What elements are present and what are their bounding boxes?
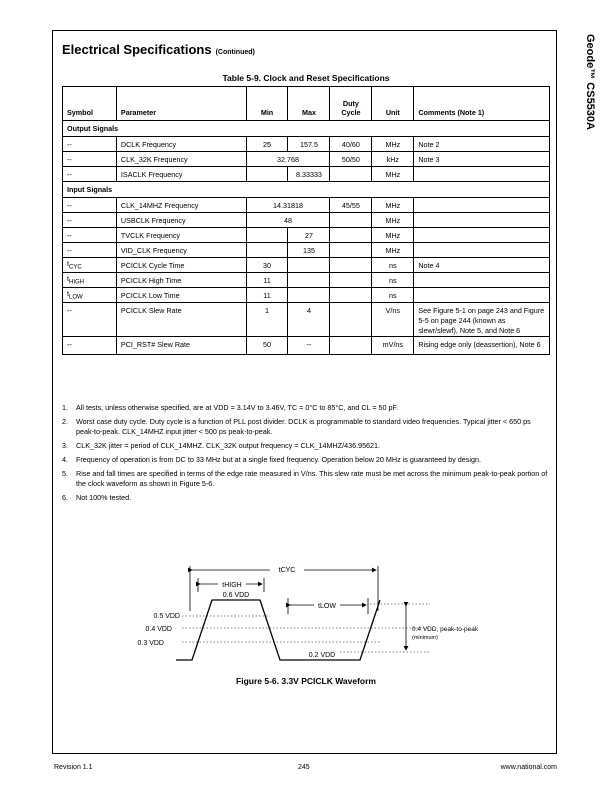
- cell-symbol: --: [63, 243, 117, 258]
- group-row: [63, 121, 550, 137]
- clock-waveform: [176, 600, 380, 660]
- cell-comments: Note 3: [414, 152, 550, 167]
- thigh-label: tHIGH: [222, 582, 242, 589]
- cell-symbol: --: [63, 152, 117, 167]
- cell-unit: ns: [372, 273, 414, 288]
- note-number: 3.: [62, 441, 68, 450]
- header-min: Min: [246, 87, 288, 121]
- cell-unit: kHz: [372, 152, 414, 167]
- cell-min-max-span: 32.768: [246, 152, 330, 167]
- symbol-subscript: LOW: [69, 294, 83, 301]
- table-notes: [62, 403, 550, 507]
- cell-comments: [414, 288, 550, 303]
- note-item: [62, 455, 550, 465]
- cell-symbol: --: [63, 303, 117, 337]
- note-text: Frequency of operation is from DC to 33 MHz but at a single fixed frequency. Operation below 20 MHz is guaranteed by design.: [76, 455, 481, 464]
- section-title: [62, 42, 255, 57]
- figure-caption: Figure 5-6. 3.3V PCICLK Waveform: [236, 676, 376, 686]
- cell-parameter: ISACLK Frequency: [116, 167, 246, 182]
- note-number: 6.: [62, 493, 68, 502]
- table-row: [63, 137, 550, 152]
- table-row: [63, 288, 550, 303]
- note-text: All tests, unless otherwise specified, are at VDD = 3.14V to 3.46V, TC = 0°C to 85°C, and CL = 50 pF.: [76, 403, 399, 412]
- cell-parameter: PCICLK Low Time: [116, 288, 246, 303]
- cell-symbol: [63, 288, 117, 303]
- spec-table: [62, 86, 550, 355]
- footer-revision: Revision 1.1: [54, 764, 93, 771]
- label-0.2-vdd: 0.2 VDD: [308, 652, 336, 659]
- cell-duty: 40/60: [330, 137, 372, 152]
- group-row: [63, 182, 550, 198]
- label-peak-to-peak: 0.4 VDD, peak-to-peak: [412, 626, 479, 633]
- cell-unit: MHz: [372, 137, 414, 152]
- section-title-text: Electrical Specifications: [62, 42, 212, 57]
- cell-duty: [330, 228, 372, 243]
- note-item: [62, 403, 550, 413]
- header-parameter: Parameter: [116, 87, 246, 121]
- cell-min: 50: [246, 337, 288, 355]
- note-number: 5.: [62, 469, 68, 478]
- cell-duty: [330, 258, 372, 273]
- note-number: 2.: [62, 417, 68, 426]
- cell-max: 135: [288, 243, 330, 258]
- note-number: 4.: [62, 455, 68, 464]
- cell-symbol: [63, 273, 117, 288]
- cell-parameter: PCI_RST# Slew Rate: [116, 337, 246, 355]
- note-item: [62, 469, 550, 489]
- cell-duty: [330, 213, 372, 228]
- table-row: [63, 213, 550, 228]
- cell-unit: MHz: [372, 167, 414, 182]
- cell-min: 25: [246, 137, 288, 152]
- cell-max: 27: [288, 228, 330, 243]
- cell-comments: [414, 273, 550, 288]
- header-symbol: Symbol: [63, 87, 117, 121]
- cell-max: 4: [288, 303, 330, 337]
- table-header-row: [63, 87, 550, 121]
- cell-duty: [330, 243, 372, 258]
- cell-parameter: PCICLK High Time: [116, 273, 246, 288]
- pciclk-waveform-figure: [130, 556, 510, 671]
- cell-parameter: PCICLK Cycle Time: [116, 258, 246, 273]
- group-output-label: Output Signals: [63, 121, 550, 137]
- cell-duty: [330, 337, 372, 355]
- cell-min: 1: [246, 303, 288, 337]
- cell-unit: MHz: [372, 198, 414, 213]
- note-text: Not 100% tested.: [76, 493, 132, 502]
- header-duty-cycle: Duty Cycle: [330, 87, 372, 121]
- cell-duty: [330, 288, 372, 303]
- note-item: [62, 441, 550, 451]
- label-0.5-vdd: 0.5 VDD: [153, 613, 180, 620]
- cell-min: 11: [246, 273, 288, 288]
- cell-symbol: --: [63, 137, 117, 152]
- cell-parameter: CLK_32K Frequency: [116, 152, 246, 167]
- symbol-subscript: CYC: [69, 264, 82, 271]
- note-item: [62, 417, 550, 437]
- symbol-base: t: [67, 289, 69, 299]
- cell-unit: MHz: [372, 228, 414, 243]
- cell-max: 8.33333: [288, 167, 330, 182]
- cell-duty: [330, 273, 372, 288]
- note-item: [62, 493, 550, 503]
- cell-comments: Note 2: [414, 137, 550, 152]
- table-row: [63, 258, 550, 273]
- label-minimum: (minimum): [412, 635, 438, 641]
- cell-max: [288, 273, 330, 288]
- cell-comments: [414, 198, 550, 213]
- cell-unit: MHz: [372, 243, 414, 258]
- cell-symbol: --: [63, 167, 117, 182]
- tcyc-label: tCYC: [278, 567, 296, 574]
- symbol-base: t: [67, 259, 69, 269]
- note-text: Rise and fall times are specified in terms of the edge rate measured in V/ns. This slew rate must be met across the minimum peak-to-peak portion of the clock waveform as shown in Figure 5-6.: [76, 469, 548, 488]
- cell-comments: [414, 167, 550, 182]
- label-0.6-vdd: 0.6 VDD: [222, 592, 250, 599]
- continued-label: (Continued): [215, 49, 255, 56]
- cell-min: 11: [246, 288, 288, 303]
- table-row: [63, 273, 550, 288]
- label-0.4-vdd: 0.4 VDD: [145, 626, 172, 633]
- cell-symbol: [63, 258, 117, 273]
- cell-comments: [414, 228, 550, 243]
- cell-max: 157.5: [288, 137, 330, 152]
- note-number: 1.: [62, 403, 68, 412]
- cell-min: [246, 243, 288, 258]
- cell-unit: mV/ns: [372, 337, 414, 355]
- table-row: [63, 228, 550, 243]
- cell-comments: Rising edge only (deassertion), Note 6: [414, 337, 550, 355]
- cell-symbol: --: [63, 198, 117, 213]
- table-row: [63, 337, 550, 355]
- header-unit: Unit: [372, 87, 414, 121]
- table-row: [63, 198, 550, 213]
- note-text: Worst case duty cycle. Duty cycle is a function of PLL post divider. DCLK is programmable to standard video frequencies. Typical jitter < 650 ps peak-to-peak. CLK_14MHZ input jitter < 500 ps peak-to-peak.: [76, 417, 531, 436]
- tlow-label: tLOW: [318, 603, 336, 610]
- symbol-subscript: HIGH: [69, 279, 84, 286]
- table-row: [63, 243, 550, 258]
- cell-parameter: PCICLK Slew Rate: [116, 303, 246, 337]
- note-text: CLK_32K jitter = period of CLK_14MHZ. CLK_32K output frequency = CLK_14MHZ/436.95621.: [76, 441, 381, 450]
- cell-duty: [330, 167, 372, 182]
- group-input-label: Input Signals: [63, 182, 550, 198]
- cell-parameter: TVCLK Frequency: [116, 228, 246, 243]
- cell-duty: 45/55: [330, 198, 372, 213]
- cell-comments: [414, 243, 550, 258]
- cell-unit: V/ns: [372, 303, 414, 337]
- table-row: [63, 303, 550, 337]
- side-title: [576, 34, 596, 194]
- cell-symbol: --: [63, 228, 117, 243]
- cell-symbol: --: [63, 337, 117, 355]
- table-row: [63, 167, 550, 182]
- symbol-base: t: [67, 274, 69, 284]
- cell-min-max-span: 48: [246, 213, 330, 228]
- cell-duty: [330, 303, 372, 337]
- cell-min: [246, 228, 288, 243]
- cell-unit: ns: [372, 288, 414, 303]
- cell-max: [288, 258, 330, 273]
- cell-parameter: USBCLK Frequency: [116, 213, 246, 228]
- cell-min: [246, 167, 288, 182]
- cell-comments: Note 4: [414, 258, 550, 273]
- cell-max: [288, 288, 330, 303]
- cell-comments: [414, 213, 550, 228]
- label-0.3-vdd: 0.3 VDD: [137, 640, 164, 647]
- cell-comments: See Figure 5-1 on page 243 and Figure 5-5 on page 244 (known as slewr/slewf), Note 5, and Note 6: [414, 303, 550, 337]
- cell-min: 30: [246, 258, 288, 273]
- footer-page-number: 245: [298, 764, 310, 771]
- cell-duty: 50/50: [330, 152, 372, 167]
- cell-unit: ns: [372, 258, 414, 273]
- cell-symbol: --: [63, 213, 117, 228]
- cell-min-max-span: 14.31818: [246, 198, 330, 213]
- footer-website[interactable]: www.national.com: [500, 764, 557, 771]
- table-caption: Table 5-9. Clock and Reset Specifications: [222, 73, 390, 83]
- cell-parameter: DCLK Frequency: [116, 137, 246, 152]
- product-title: Geode™ CS5530A: [584, 34, 596, 130]
- cell-parameter: VID_CLK Frequency: [116, 243, 246, 258]
- cell-max: --: [288, 337, 330, 355]
- table-row: [63, 152, 550, 167]
- header-max: Max: [288, 87, 330, 121]
- cell-parameter: CLK_14MHZ Frequency: [116, 198, 246, 213]
- header-comments: Comments (Note 1): [414, 87, 550, 121]
- cell-unit: MHz: [372, 213, 414, 228]
